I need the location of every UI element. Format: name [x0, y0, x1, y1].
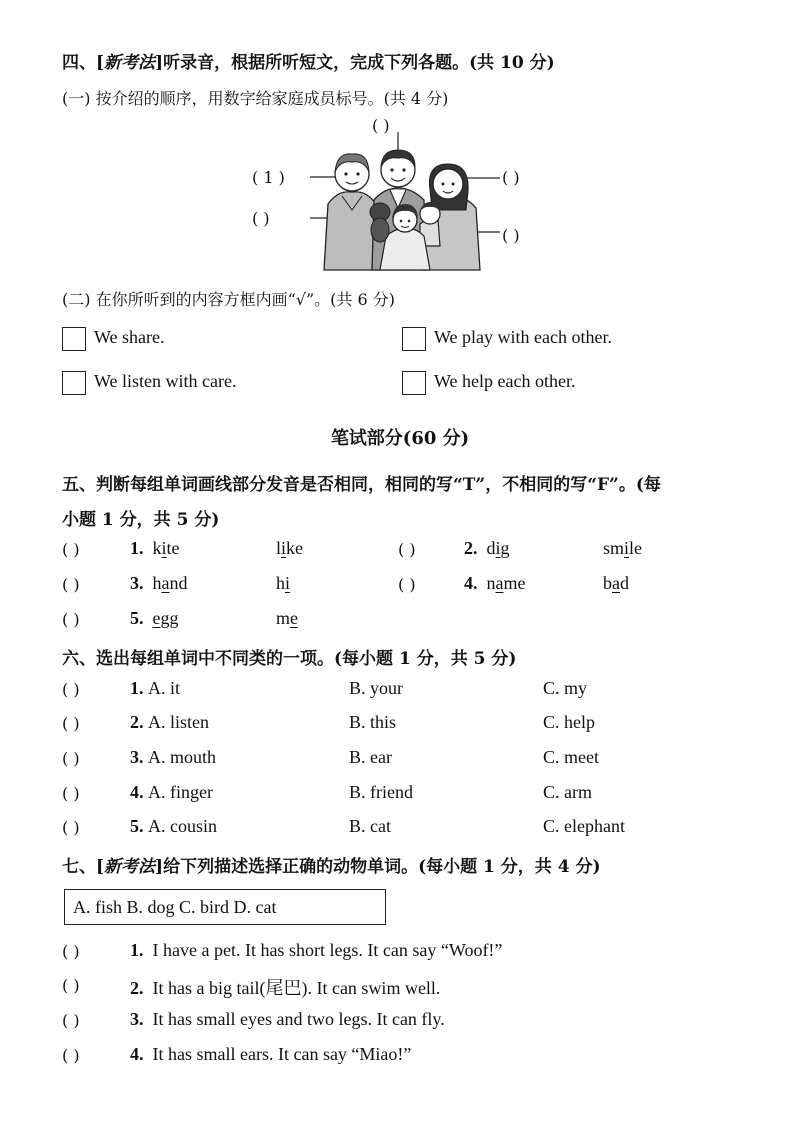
question-6-5: 5. A. cousin: [130, 816, 217, 836]
section-5-title-cont: 小题 1 分，共 5 分): [62, 510, 220, 530]
answer-blank[interactable]: ( ): [62, 540, 80, 559]
label-blank-girl[interactable]: ( ): [252, 209, 270, 228]
choice-b: B. cat: [349, 816, 391, 836]
section-6-title: 六、选出每组单词中不同类的一项。(每小题 1 分，共 5 分): [62, 649, 517, 669]
question-5-2: 2. dig: [464, 538, 510, 558]
choice-c: C. elephant: [543, 816, 625, 836]
question-5-4: 4. name: [464, 573, 526, 593]
section-5-title: 五、判断每组单词画线部分发音是否相同，相同的写“T”，不相同的写“F”。(每: [62, 475, 661, 495]
compare-word: like: [276, 538, 304, 558]
question-6-3: 3. A. mouth: [130, 747, 217, 767]
question-5-1: 1. kite: [130, 538, 180, 558]
answer-blank[interactable]: ( ): [62, 1011, 80, 1030]
answer-blank[interactable]: ( ): [62, 942, 80, 961]
label-blank-top[interactable]: ( ): [372, 116, 390, 135]
answer-blank[interactable]: ( ): [398, 540, 416, 559]
choice-b: B. ear: [349, 747, 392, 767]
question-7-3: 3. It has small eyes and two legs. It can fly.: [130, 1009, 445, 1029]
choice-b: B. this: [349, 712, 397, 732]
question-6-1: 1. A. it: [130, 678, 181, 698]
choice-b: B. your: [349, 678, 403, 698]
label-blank-mom[interactable]: ( ): [502, 168, 520, 187]
choice-c: C. meet: [543, 747, 599, 767]
question-7-4: 4. It has small ears. It can say “Miao!”: [130, 1044, 412, 1064]
label-blank-grandma[interactable]: ( 1 ): [252, 168, 285, 187]
question-6-2: 2. A. listen: [130, 712, 209, 732]
compare-word: bad: [603, 573, 629, 593]
answer-blank[interactable]: ( ): [62, 818, 80, 837]
dog-figure: [370, 203, 390, 242]
answer-blank[interactable]: ( ): [62, 680, 80, 699]
compare-word: me: [276, 608, 299, 628]
question-5-3: 3. hand: [130, 573, 188, 593]
compare-word: smile: [603, 538, 643, 558]
animal-options-box: A. fish B. dog C. bird D. cat: [64, 889, 386, 925]
section-7-title: 七、[新考法]给下列描述选择正确的动物单词。(每小题 1 分，共 4 分): [62, 857, 601, 877]
choice-c: C. arm: [543, 782, 592, 802]
option-text: We play with each other.: [434, 327, 612, 347]
answer-blank[interactable]: ( ): [62, 610, 80, 629]
checkbox-we-help[interactable]: [402, 371, 426, 395]
question-6-4: 4. A. finger: [130, 782, 213, 802]
part-1-heading: (一) 按介绍的顺序，用数字给家庭成员标号。(共 4 分): [62, 89, 449, 108]
choice-c: C. my: [543, 678, 588, 698]
answer-blank[interactable]: ( ): [62, 749, 80, 768]
choice-c: C. help: [543, 712, 595, 732]
new-method-tag: 新考法: [104, 857, 156, 877]
option-text: We listen with care.: [94, 371, 237, 391]
question-7-1: 1. I have a pet. It has short legs. It can say “Woof!”: [130, 940, 503, 960]
section-4-title: 四、[新考法]听录音，根据所听短文，完成下列各题。(共 10 分): [62, 53, 555, 73]
checkbox-we-listen[interactable]: [62, 371, 86, 395]
new-method-tag: 新考法: [104, 53, 156, 73]
checkbox-we-share[interactable]: [62, 327, 86, 351]
answer-blank[interactable]: ( ): [62, 575, 80, 594]
option-text: We help each other.: [434, 371, 576, 391]
part-2-heading: (二) 在你所听到的内容方框内画“√”。(共 6 分): [62, 290, 395, 309]
answer-blank[interactable]: ( ): [398, 575, 416, 594]
compare-word: hi: [276, 573, 291, 593]
option-text: We share.: [94, 327, 165, 347]
answer-blank[interactable]: ( ): [62, 714, 80, 733]
family-illustration: [240, 112, 570, 274]
written-part-title: 笔试部分(60 分): [330, 428, 470, 449]
choice-b: B. friend: [349, 782, 413, 802]
answer-blank[interactable]: ( ): [62, 976, 80, 995]
label-blank-baby[interactable]: ( ): [502, 226, 520, 245]
answer-blank[interactable]: ( ): [62, 1046, 80, 1065]
checkbox-we-play[interactable]: [402, 327, 426, 351]
question-7-2: 2. It has a big tail(尾巴). It can swim well.: [130, 978, 441, 998]
question-5-5: 5. egg: [130, 608, 179, 628]
answer-blank[interactable]: ( ): [62, 784, 80, 803]
